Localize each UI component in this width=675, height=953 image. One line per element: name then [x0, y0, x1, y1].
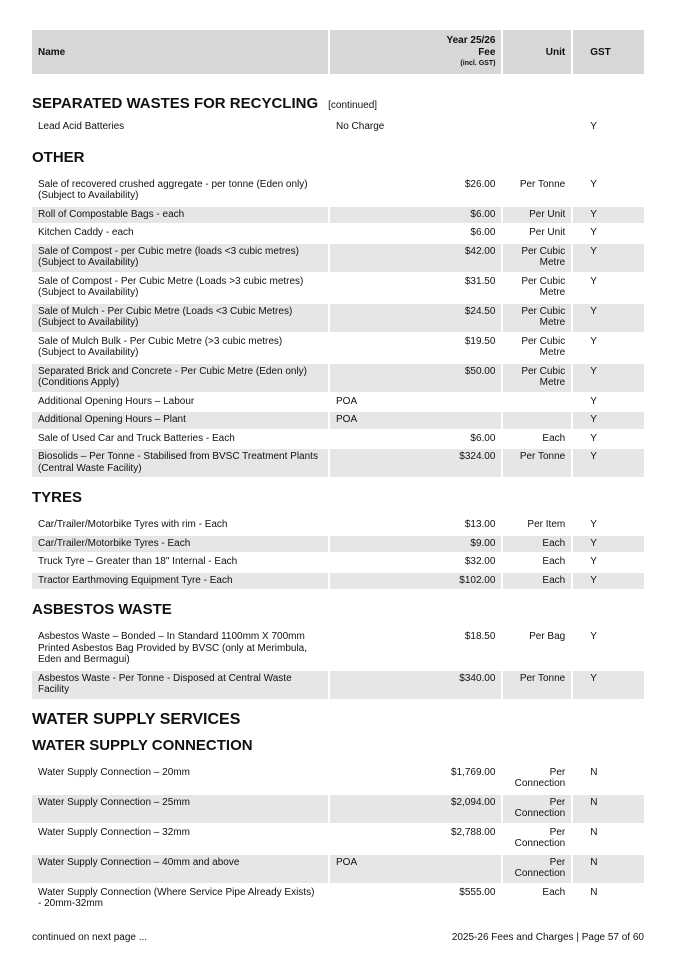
row-name: Truck Tyre – Greater than 18" Internal - Each	[38, 556, 238, 567]
row-gst: Y	[590, 178, 597, 190]
row-gst: N	[573, 855, 644, 883]
row-gst: Y	[573, 207, 644, 224]
row-fee: $13.00	[464, 519, 496, 530]
table-row	[32, 629, 644, 669]
row-fee-cell	[330, 394, 501, 411]
header-unit: Unit	[503, 30, 571, 74]
table-row	[32, 274, 644, 302]
row-fee: $6.00	[470, 432, 496, 444]
header-name: Name	[32, 30, 328, 74]
row-fee-cell	[330, 334, 501, 362]
row-fee: $6.00	[470, 227, 496, 238]
row-unit: Per Tonne	[503, 671, 571, 699]
row-fee-cell	[330, 207, 501, 224]
row-name: Water Supply Connection – 32mm	[38, 826, 190, 838]
table-row	[32, 431, 644, 448]
header-fee-year: Year 25/26	[446, 35, 496, 46]
row-fee-cell	[330, 825, 501, 853]
table-row	[32, 334, 644, 362]
row-fee: $555.00	[459, 886, 496, 898]
table-row	[32, 573, 644, 590]
row-name: Water Supply Connection (Where Service Pipe Already Exists) - 20mm-32mm	[38, 886, 315, 909]
row-unit: Per Cubic Metre	[503, 244, 571, 272]
row-fee: $42.00	[464, 245, 496, 257]
row-name: Additional Opening Hours – Labour	[38, 395, 195, 407]
header-gst: GST	[573, 30, 644, 74]
row-unit: Per Bag	[529, 631, 566, 642]
row-unit: Per Tonne	[519, 178, 566, 190]
row-gst: Y	[573, 244, 644, 272]
fees-page	[32, 30, 644, 913]
row-gst: Y	[590, 432, 597, 444]
footer-page-info: 2025-26 Fees and Charges | Page 57 of 60	[451, 932, 644, 943]
row-name: Car/Trailer/Motorbike Tyres - Each	[32, 536, 328, 553]
row-gst: N	[590, 766, 598, 778]
row-name: Tractor Earthmoving Equipment Tyre - Each	[32, 573, 328, 590]
row-name: Lead Acid Batteries	[38, 121, 125, 132]
row-gst: Y	[573, 412, 644, 429]
row-name: Separated Brick and Concrete - Per Cubic Metre (Eden only) (Conditions Apply)	[32, 364, 328, 392]
row-unit: Each	[503, 536, 571, 553]
row-fee: $9.00	[470, 537, 496, 549]
row-fee-cell	[330, 671, 501, 699]
row-name: Sale of Mulch - Per Cubic Metre (Loads <3 Cubic Metres) (Subject to Availability)	[32, 304, 328, 332]
row-unit: Per Connection	[503, 795, 571, 823]
section-rows	[32, 119, 644, 136]
row-name: Sale of Mulch Bulk - Per Cubic Metre (>3 cubic metres) (Subject to Availability)	[38, 335, 283, 358]
row-fee-cell	[330, 855, 501, 883]
section-title-water-connection: WATER SUPPLY CONNECTION	[32, 736, 253, 754]
row-unit: Per Unit	[503, 207, 571, 224]
row-fee: $19.50	[464, 335, 496, 347]
table-row	[32, 536, 644, 553]
section-title-tyres: TYRES	[32, 489, 83, 506]
table-row	[32, 244, 644, 272]
row-gst: N	[590, 886, 598, 898]
row-name: Biosolids – Per Tonne - Stabilised from BVSC Treatment Plants (Central Waste Facility)	[32, 449, 328, 477]
row-unit: Per Cubic Metre	[503, 304, 571, 332]
row-fee-cell	[330, 449, 501, 477]
table-row	[32, 449, 644, 477]
row-fee: $18.50	[464, 631, 496, 642]
row-gst: Y	[573, 573, 644, 590]
row-unit: Each	[542, 886, 566, 898]
section-rows	[32, 517, 644, 589]
row-name: Sale of Used Car and Truck Batteries - Each	[38, 432, 235, 444]
row-unit: Per Connection	[514, 826, 566, 849]
section-rows	[32, 177, 644, 478]
row-unit: Per Connection	[514, 766, 566, 789]
row-fee: $1,769.00	[450, 766, 496, 778]
table-row	[32, 765, 644, 793]
row-unit: Each	[503, 573, 571, 590]
row-unit: Per Unit	[529, 227, 566, 238]
row-name: Kitchen Caddy - each	[38, 227, 134, 238]
row-unit: Per Item	[527, 519, 566, 530]
row-note: No Charge	[336, 121, 385, 132]
row-unit	[503, 412, 571, 429]
row-name: Roll of Compostable Bags - each	[32, 207, 328, 224]
header-fee-label: Fee	[478, 47, 496, 58]
row-gst: Y	[590, 335, 597, 347]
row-unit: Per Connection	[503, 855, 571, 883]
table-row	[32, 119, 644, 136]
row-gst: Y	[573, 671, 644, 699]
continued-label: [continued]	[328, 100, 378, 111]
row-unit	[503, 119, 571, 136]
row-fee: $6.00	[470, 208, 496, 220]
row-fee: $324.00	[459, 451, 496, 462]
row-note: POA	[336, 395, 358, 407]
row-unit: Per Cubic Metre	[521, 335, 566, 358]
section-title-recycling: SEPARATED WASTES FOR RECYCLING [continued]	[32, 95, 378, 112]
row-note: POA	[336, 414, 358, 425]
row-gst: Y	[590, 121, 597, 132]
row-unit	[503, 394, 571, 411]
row-fee-cell	[330, 244, 501, 272]
header-fee-sub: (incl. GST)	[460, 60, 496, 67]
row-gst: Y	[573, 364, 644, 392]
header-fee	[330, 30, 501, 74]
row-fee-cell	[330, 431, 501, 448]
row-name: Water Supply Connection – 40mm and above	[32, 855, 328, 883]
row-note: POA	[336, 856, 358, 868]
row-name: Water Supply Connection – 25mm	[32, 795, 328, 823]
row-fee-cell	[330, 225, 501, 242]
row-gst: N	[573, 795, 644, 823]
row-unit: Per Cubic Metre	[521, 275, 566, 298]
row-fee: $50.00	[464, 365, 496, 377]
row-fee: $340.00	[459, 672, 496, 684]
section-rows	[32, 629, 644, 699]
table-row	[32, 412, 644, 429]
row-gst: Y	[590, 275, 597, 287]
row-unit: Per Cubic Metre	[503, 364, 571, 392]
row-fee-cell	[330, 304, 501, 332]
row-fee: $2,788.00	[450, 826, 496, 838]
row-name: Sale of Compost - per Cubic metre (loads <3 cubic metres) (Subject to Availability)	[32, 244, 328, 272]
row-fee-cell	[330, 554, 501, 571]
row-gst: Y	[573, 449, 644, 477]
row-fee: $26.00	[464, 178, 496, 190]
row-name: Additional Opening Hours – Plant	[32, 412, 328, 429]
row-name: Asbestos Waste – Bonded – In Standard 1100mm X 700mm Printed Asbestos Bag Provided by BVSC (only at Merimbula, Eden and Bermagui)	[38, 631, 308, 665]
row-unit: Each	[542, 432, 566, 444]
table-row	[32, 795, 644, 823]
row-fee-cell	[330, 517, 501, 534]
table-row	[32, 304, 644, 332]
row-unit: Each	[542, 556, 566, 567]
row-fee-cell	[330, 119, 501, 136]
section-title-asbestos: ASBESTOS WASTE	[32, 601, 172, 618]
row-gst: N	[590, 826, 598, 838]
section-rows	[32, 765, 644, 913]
row-fee-cell	[330, 629, 501, 669]
table-row	[32, 671, 644, 699]
table-row	[32, 825, 644, 853]
footer-continued: continued on next page ...	[32, 932, 148, 943]
row-gst: Y	[573, 304, 644, 332]
table-row	[32, 517, 644, 534]
row-name: Asbestos Waste - Per Tonne - Disposed at Central Waste Facility	[32, 671, 328, 699]
table-row	[32, 855, 644, 883]
row-name: Sale of recovered crushed aggregate - per tonne (Eden only) (Subject to Availability)	[38, 178, 308, 201]
table-header	[32, 30, 644, 74]
table-row	[32, 364, 644, 392]
row-gst: Y	[590, 556, 597, 567]
table-row	[32, 225, 644, 242]
row-fee: $102.00	[459, 574, 496, 586]
row-fee-cell	[330, 795, 501, 823]
row-fee-cell	[330, 885, 501, 913]
row-gst: Y	[590, 227, 597, 238]
row-fee: $31.50	[464, 275, 496, 287]
row-fee-cell	[330, 765, 501, 793]
row-gst: Y	[590, 395, 597, 407]
row-fee-cell	[330, 177, 501, 205]
section-title-water-services: WATER SUPPLY SERVICES	[32, 710, 241, 728]
row-fee-cell	[330, 412, 501, 429]
row-fee-cell	[330, 536, 501, 553]
row-fee: $24.50	[464, 305, 496, 317]
row-name: Water Supply Connection – 20mm	[38, 766, 190, 778]
row-gst: Y	[590, 519, 597, 530]
row-name: Sale of Compost - Per Cubic Metre (Loads >3 cubic metres) (Subject to Availability)	[38, 275, 304, 298]
row-fee-cell	[330, 364, 501, 392]
row-unit: Per Tonne	[503, 449, 571, 477]
section-title-other: OTHER	[32, 148, 85, 166]
table-row	[32, 394, 644, 411]
row-name: Car/Trailer/Motorbike Tyres with rim - Each	[38, 519, 228, 530]
row-fee-cell	[330, 573, 501, 590]
table-row	[32, 207, 644, 224]
row-gst: Y	[573, 536, 644, 553]
table-row	[32, 177, 644, 205]
table-row	[32, 885, 644, 913]
table-row	[32, 554, 644, 571]
row-fee: $2,094.00	[450, 796, 496, 808]
row-fee-cell	[330, 274, 501, 302]
row-gst: Y	[590, 631, 597, 642]
row-fee: $32.00	[464, 556, 496, 567]
